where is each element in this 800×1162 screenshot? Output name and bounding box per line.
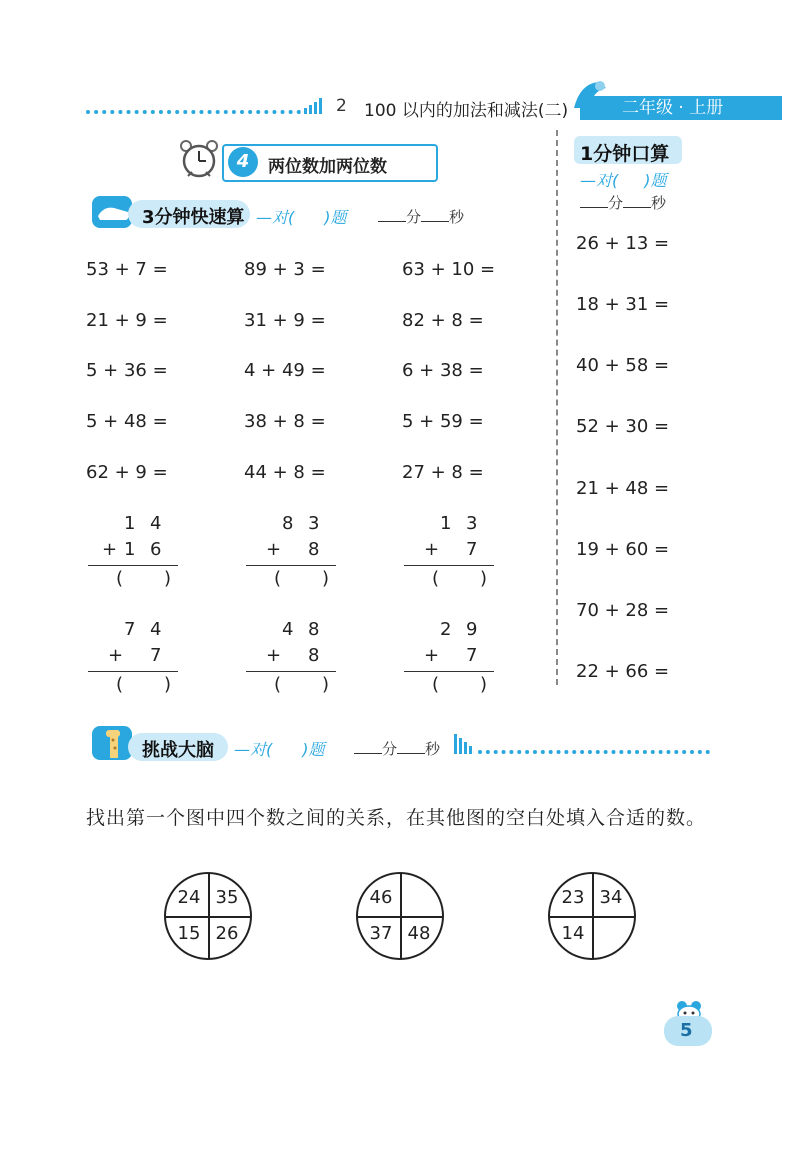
header-unit-title: 100 以内的加法和减法(二) [364, 101, 569, 121]
oral-equation: 26 + 13 = [576, 233, 670, 254]
equation: 5 + 36 = [86, 360, 168, 381]
number-circle: 23 34 14 [548, 872, 636, 960]
header-bars-icon [304, 94, 326, 114]
equation: 82 + 8 = [402, 310, 484, 331]
minute-label: 分 [382, 740, 398, 758]
oral-equation: 70 + 28 = [576, 600, 670, 621]
equation: 27 + 8 = [402, 462, 484, 483]
equation: 4 + 49 = [244, 360, 326, 381]
page-number: 5 [680, 1020, 693, 1041]
second-label: 秒 [425, 740, 441, 758]
grade-bar: 二年级 · 上册 [580, 96, 782, 120]
equation: 62 + 9 = [86, 462, 168, 483]
lesson-title: 两位数加两位数 [268, 157, 387, 177]
second-blank [623, 193, 651, 208]
minute-label: 分 [608, 194, 624, 212]
challenge-time [354, 738, 440, 759]
number-circle: 24 35 15 26 [164, 872, 252, 960]
oral-equation: 18 + 31 = [576, 294, 670, 315]
second-label: 秒 [449, 208, 465, 226]
alarm-clock-icon [178, 138, 220, 180]
equation: 5 + 48 = [86, 411, 168, 432]
oral-equation: 22 + 66 = [576, 661, 670, 682]
oral-equation: 40 + 58 = [576, 355, 670, 376]
header-dotted-rule [86, 110, 301, 114]
quick-calc-time [378, 206, 464, 227]
vertical-calc: 4 8 + 8 ( ) [246, 617, 336, 698]
second-blank [421, 207, 449, 222]
second-blank [397, 739, 425, 754]
challenge-title: 挑战大脑 [142, 740, 214, 761]
equation: 53 + 7 = [86, 259, 168, 280]
equation: 31 + 9 = [244, 310, 326, 331]
column-divider [556, 130, 558, 685]
correct-label: —对( [234, 740, 273, 759]
vertical-calc: 7 4 + 7 ( ) [88, 617, 178, 698]
equation: 5 + 59 = [402, 411, 484, 432]
one-min-title: 1分钟口算 [580, 143, 670, 165]
minute-label: 分 [406, 208, 422, 226]
quick-calc-correct [256, 205, 347, 228]
equation: 38 + 8 = [244, 411, 326, 432]
second-label: 秒 [651, 194, 667, 212]
vertical-calc: 2 9 + 7 ( ) [404, 617, 494, 698]
vertical-calc: 8 3 + 8 ( ) [246, 511, 336, 592]
oral-equation: 52 + 30 = [576, 416, 670, 437]
vertical-calc: 1 3 + 7 ( ) [404, 511, 494, 592]
vertical-calc: 1 4 + 1 6 ( ) [88, 511, 178, 592]
quick-calc-title: 3分钟快速算 [142, 207, 245, 228]
number-circle: 46 37 48 [356, 872, 444, 960]
correct-label: —对( [580, 171, 619, 190]
header-unit-number: 2 [336, 96, 347, 116]
challenge-correct [234, 737, 325, 760]
lesson-number: 4 [228, 147, 258, 177]
correct-suffix: )题 [644, 171, 667, 190]
correct-suffix: )题 [302, 740, 325, 759]
oral-equation: 21 + 48 = [576, 478, 670, 499]
challenge-instruction: 找出第一个图中四个数之间的关系，在其他图的空白处填入合适的数。 [86, 807, 707, 829]
oral-equation: 19 + 60 = [576, 539, 670, 560]
equation: 6 + 38 = [402, 360, 484, 381]
equation: 63 + 10 = [402, 259, 496, 280]
correct-label: —对( [256, 208, 295, 227]
equation: 89 + 3 = [244, 259, 326, 280]
correct-suffix: )题 [324, 208, 347, 227]
one-min-correct [580, 168, 667, 191]
minute-blank [580, 193, 608, 208]
equation: 21 + 9 = [86, 310, 168, 331]
one-min-time [580, 192, 666, 213]
challenge-dotted-rule [478, 750, 710, 754]
equation: 44 + 8 = [244, 462, 326, 483]
minute-blank [354, 739, 382, 754]
minute-blank [378, 207, 406, 222]
challenge-bars-icon [454, 734, 476, 754]
